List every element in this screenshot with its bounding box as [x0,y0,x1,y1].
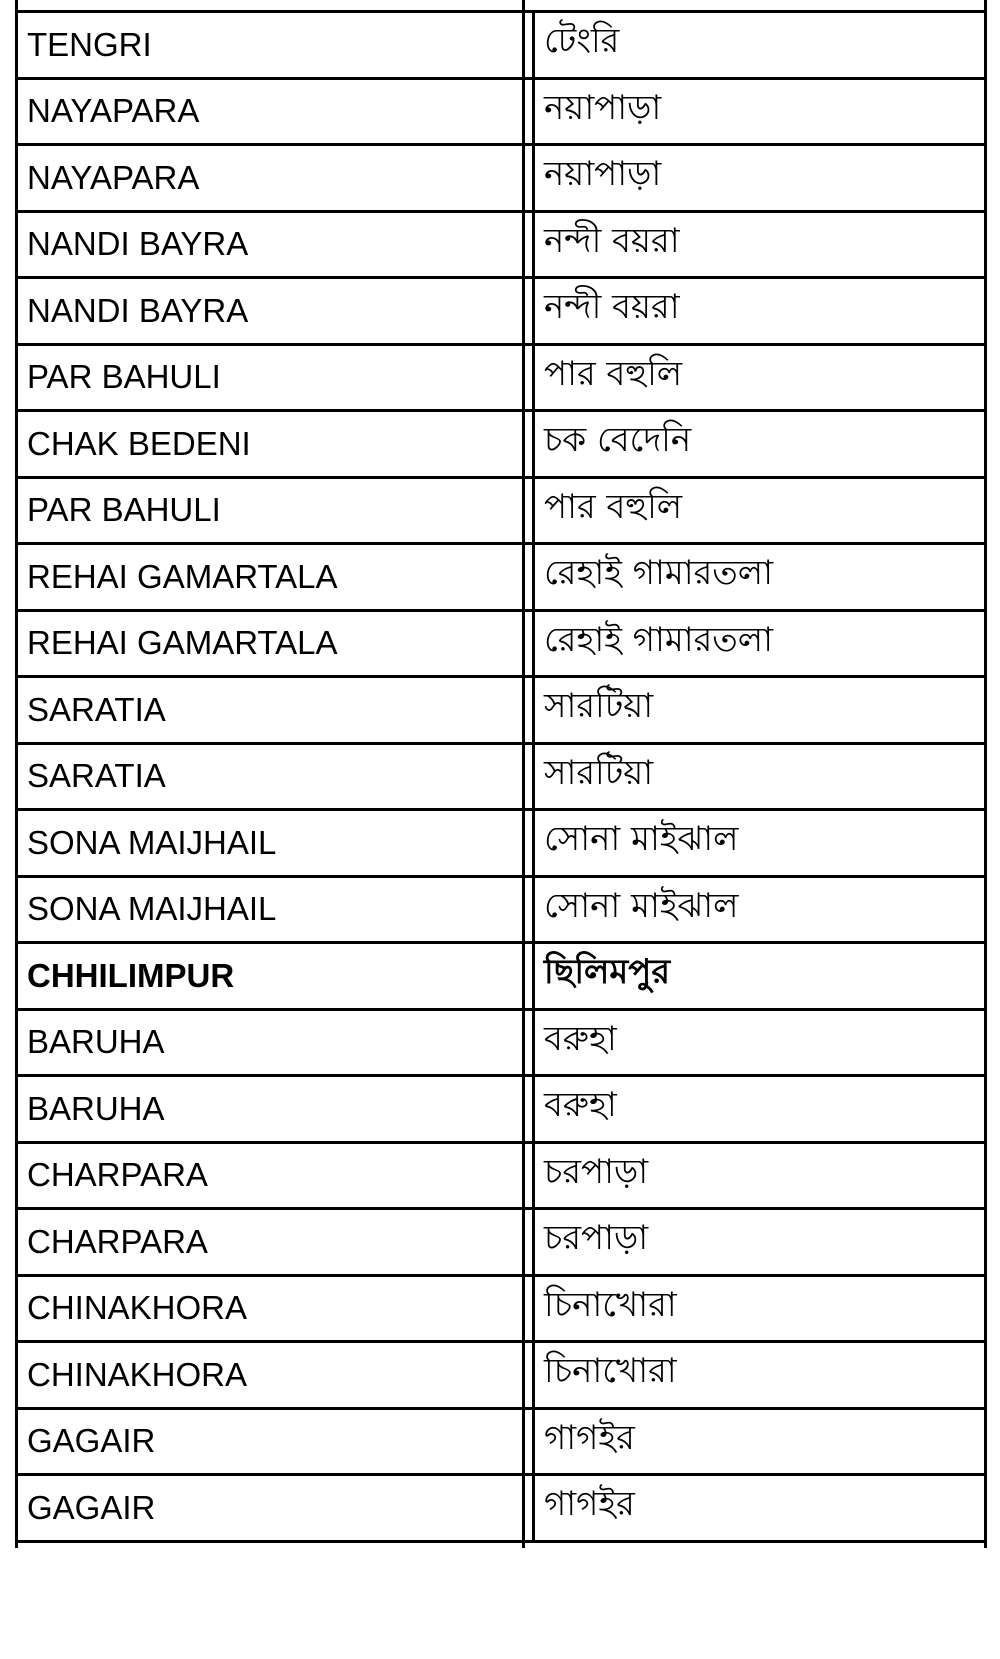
english-name-cell: SONA MAIJHAIL [17,876,534,943]
english-name-cell: REHAI GAMARTALA [17,544,534,611]
english-name-cell: REHAI GAMARTALA [17,610,534,677]
bengali-name-cell: নয়াপাড়া [534,145,986,212]
table-row [17,411,986,478]
cropped-previous-row [0,0,1000,10]
table-right-border [984,0,987,1548]
table-row [17,12,986,79]
table-row [17,78,986,145]
table-row [17,1342,986,1409]
english-name-cell: CHAK BEDENI [17,411,534,478]
bengali-name-cell: চিনাখোরা [534,1275,986,1342]
english-name-cell: CHHILIMPUR [17,943,534,1010]
place-names-table [15,10,987,1543]
bengali-name-cell: বরুহা [534,1076,986,1143]
bengali-name-cell: সারটিয়া [534,677,986,744]
english-name-cell: BARUHA [17,1076,534,1143]
bengali-name-cell: চিনাখোরা [534,1342,986,1409]
english-name-cell: CHARPARA [17,1142,534,1209]
bengali-name-cell: রেহাই গামারতলা [534,544,986,611]
table-row [17,876,986,943]
table-row [17,1009,986,1076]
english-name-cell: GAGAIR [17,1475,534,1542]
table-row [17,810,986,877]
table-row [17,1275,986,1342]
bengali-name-cell: চরপাড়া [534,1142,986,1209]
english-name-cell: PAR BAHULI [17,477,534,544]
english-name-cell: GAGAIR [17,1408,534,1475]
bengali-name-cell: চক বেদেনি [534,411,986,478]
english-name-cell: NAYAPARA [17,78,534,145]
bengali-name-cell: পার বহুলি [534,344,986,411]
english-name-cell: BARUHA [17,1009,534,1076]
english-name-cell: SARATIA [17,677,534,744]
bengali-name-cell: ছিলিমপুর [534,943,986,1010]
table-row [17,1076,986,1143]
bengali-name-cell: নন্দী বয়রা [534,278,986,345]
table-row [17,1475,986,1542]
table-row [17,211,986,278]
bengali-name-cell: গাগইর [534,1408,986,1475]
table-row [17,943,986,1010]
column-divider [522,0,525,1548]
table-row [17,743,986,810]
table-row [17,278,986,345]
table-row [17,145,986,212]
table-row [17,344,986,411]
bengali-name-cell: নন্দী বয়রা [534,211,986,278]
table-row [17,1142,986,1209]
table-row [17,1209,986,1276]
bengali-name-cell: রেহাই গামারতলা [534,610,986,677]
english-name-cell: CHINAKHORA [17,1275,534,1342]
bengali-name-cell: নয়াপাড়া [534,78,986,145]
bengali-name-cell: গাগইর [534,1475,986,1542]
table-left-border [15,0,18,1548]
english-name-cell: NAYAPARA [17,145,534,212]
english-name-cell: PAR BAHULI [17,344,534,411]
table-row [17,1408,986,1475]
english-name-cell: CHARPARA [17,1209,534,1276]
table-row [17,544,986,611]
english-name-cell: TENGRI [17,12,534,79]
bengali-name-cell: সোনা মাইঝাল [534,810,986,877]
english-name-cell: CHINAKHORA [17,1342,534,1409]
english-name-cell: NANDI BAYRA [17,211,534,278]
bengali-name-cell: চরপাড়া [534,1209,986,1276]
english-name-cell: NANDI BAYRA [17,278,534,345]
bengali-name-cell: বরুহা [534,1009,986,1076]
english-name-cell: SARATIA [17,743,534,810]
bengali-name-cell: টেংরি [534,12,986,79]
table-body [17,12,986,1542]
table-row [17,677,986,744]
table-row [17,610,986,677]
english-name-cell: SONA MAIJHAIL [17,810,534,877]
bengali-name-cell: সোনা মাইঝাল [534,876,986,943]
bengali-name-cell: পার বহুলি [534,477,986,544]
table-row [17,477,986,544]
bengali-name-cell: সারটিয়া [534,743,986,810]
